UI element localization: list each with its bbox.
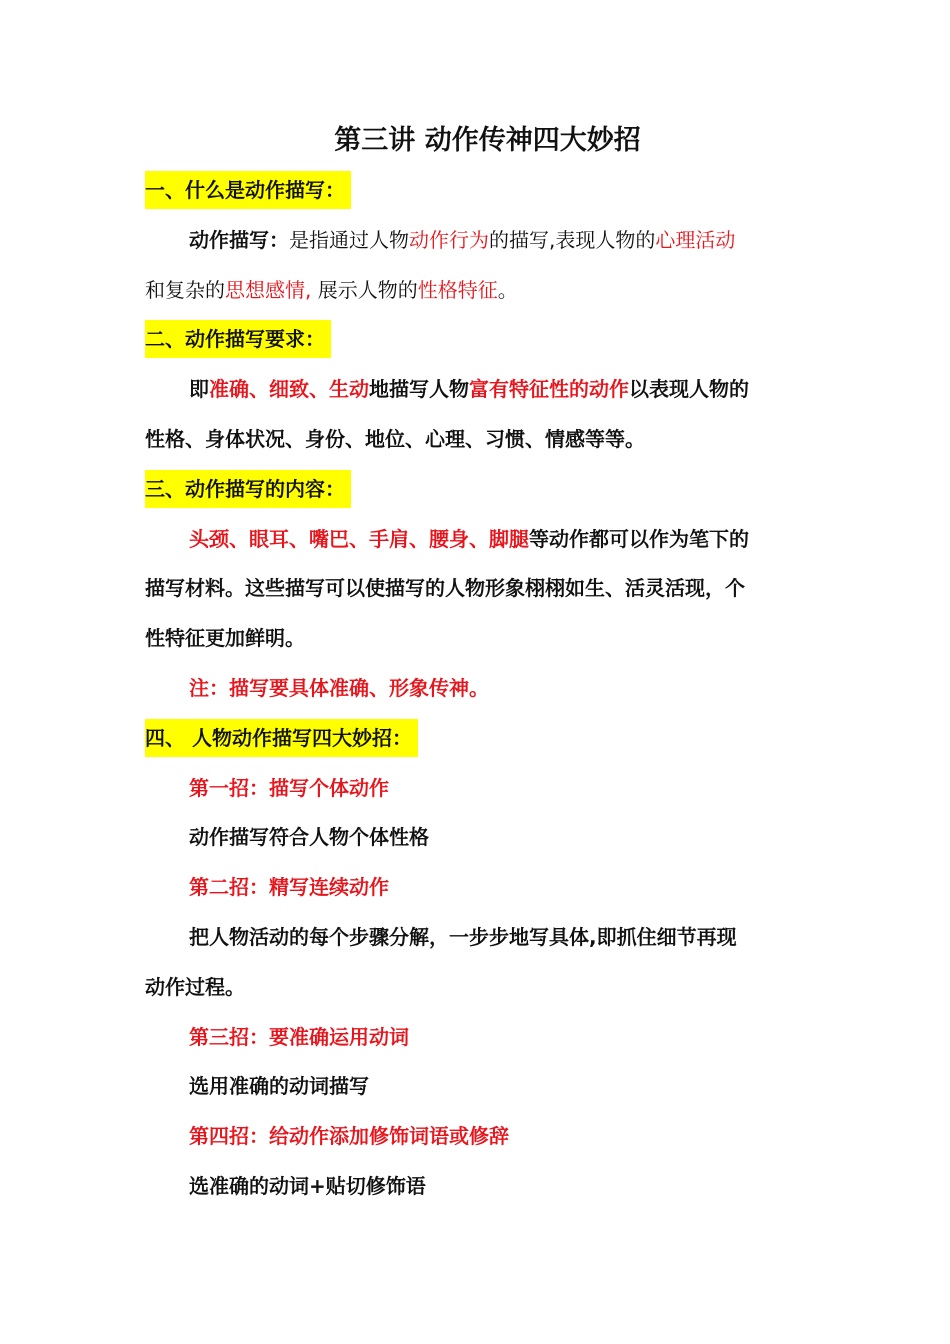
section-1-heading: 一、什么是动作描写： bbox=[145, 171, 351, 209]
text-run: 是指通过人物 bbox=[289, 227, 409, 252]
highlight-text: 思想感情, bbox=[225, 277, 312, 302]
text-run: 。 bbox=[497, 277, 518, 302]
move-1-title: 第一招：描写个体动作 bbox=[189, 775, 389, 800]
term-label: 动作描写： bbox=[189, 227, 289, 252]
section-3-heading: 三、动作描写的内容： bbox=[145, 470, 351, 508]
highlight-text: 性格特征 bbox=[417, 277, 498, 302]
highlight-text: 头颈、眼耳、嘴巴、手肩、腰身、脚腿 bbox=[189, 526, 529, 551]
highlight-text: 准确、细致、生动 bbox=[209, 377, 369, 402]
text-run: 展示人物的 bbox=[311, 277, 418, 302]
highlight-text: 心理活动 bbox=[655, 227, 736, 252]
highlight-text: 动作行为 bbox=[409, 227, 489, 252]
text-run: 的描写,表现人物的 bbox=[489, 227, 656, 252]
page-title: 第三讲 动作传神四大妙招 bbox=[334, 125, 641, 156]
section-2-heading-line bbox=[145, 315, 810, 365]
move-1-text: 动作描写符合人物个体性格 bbox=[189, 825, 429, 850]
section-1-paragraph-line-1 bbox=[145, 216, 810, 266]
text-run: 地描写人物 bbox=[369, 377, 469, 402]
section-2-heading: 二、动作描写要求： bbox=[145, 320, 331, 358]
move-2-text-line-1: 把人物活动的每个步骤分解，一步步地写具体,即抓住细节再现 bbox=[189, 924, 737, 949]
section-2-paragraph-line-1 bbox=[145, 365, 810, 415]
section-3-heading-line bbox=[145, 465, 810, 515]
move-4-text: 选准确的动词+贴切修饰语 bbox=[189, 1173, 426, 1198]
section-3-paragraph-line-1 bbox=[145, 515, 810, 565]
highlight-text: 富有特征性的动作 bbox=[469, 377, 629, 402]
section-3-paragraph-line-3: 性特征更加鲜明。 bbox=[145, 626, 305, 651]
document-page bbox=[145, 118, 810, 1212]
section-4-heading-line bbox=[145, 714, 810, 764]
section-3-paragraph-line-2: 描写材料。这些描写可以使描写的人物形象栩栩如生、活灵活现，个 bbox=[145, 576, 745, 601]
section-1-paragraph-line-2 bbox=[145, 266, 810, 316]
move-3-title: 第三招：要准确运用动词 bbox=[189, 1024, 409, 1049]
move-3-text: 选用准确的动词描写 bbox=[189, 1074, 369, 1099]
section-1-heading-line bbox=[145, 166, 810, 216]
text-run: 即 bbox=[189, 377, 209, 402]
section-3-note: 注：描写要具体准确、形象传神。 bbox=[189, 675, 489, 700]
text-run: 等动作都可以作为笔下的 bbox=[529, 526, 749, 551]
section-4-heading: 四、 人物动作描写四大妙招： bbox=[145, 719, 418, 757]
move-2-title: 第二招：精写连续动作 bbox=[189, 875, 389, 900]
section-2-paragraph-line-2: 性格、身体状况、身份、地位、心理、习惯、情感等等。 bbox=[145, 426, 645, 451]
text-run: 以表现人物的 bbox=[629, 377, 749, 402]
move-4-title: 第四招：给动作添加修饰词语或修辞 bbox=[189, 1124, 509, 1149]
move-2-text-line-2: 动作过程。 bbox=[145, 974, 245, 999]
text-run: 和复杂的 bbox=[145, 277, 225, 302]
